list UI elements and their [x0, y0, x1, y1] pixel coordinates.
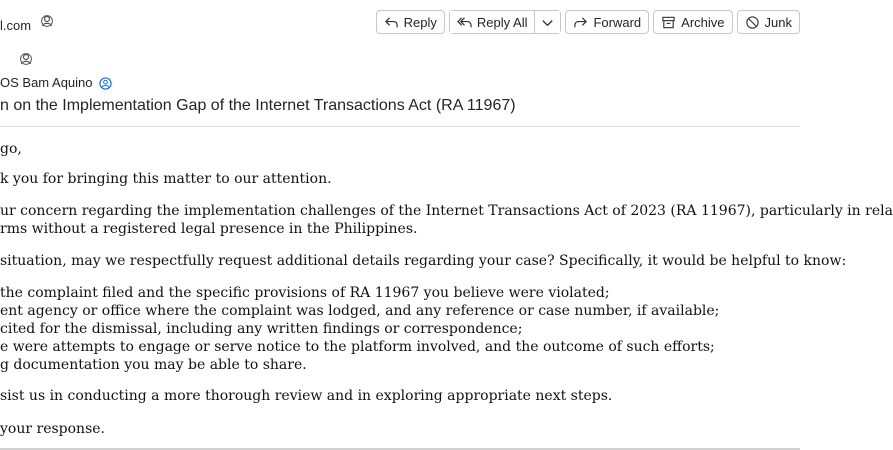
cc-name[interactable]: OS Bam Aquino	[0, 75, 93, 90]
archive-label: Archive	[681, 14, 725, 30]
list-item: the complaint filed and the specific provisions of RA 11967 you believe were violated;	[0, 285, 610, 301]
list-item: ent agency or office where the complaint was lodged, and any reference or case number, if available;	[0, 303, 720, 319]
forward-label: Forward	[593, 14, 642, 30]
list-item: g documentation you may be able to share.	[0, 357, 307, 373]
list-item: cited for the dismissal, including any written findings or correspondence;	[0, 321, 523, 337]
junk-label: Junk	[764, 14, 792, 30]
reply-label: Reply	[403, 14, 437, 30]
body-paragraph-3: situation, may we respectfully request additional details regarding your case? Specifically, it would be helpful to know:	[0, 253, 847, 269]
body-paragraph-1: k you for bringing this matter to our attention.	[0, 171, 332, 187]
reply-all-label: Reply All	[476, 14, 528, 30]
body-paragraph-2-line-1: ur concern regarding the implementation challenges of the Internet Transactions Act of 2023 (RA 11967), particularly in rela	[0, 203, 893, 219]
body-paragraph-4: sist us in conducting a more thorough review and in exploring appropriate next steps.	[0, 388, 613, 404]
sender-email[interactable]: l.com	[0, 18, 32, 33]
message-subject: n on the Implementation Gap of the Internet Transactions Act (RA 11967)	[0, 97, 516, 114]
closing: your response.	[0, 421, 105, 437]
list-item: e were attempts to engage or serve notice to the platform involved, and the outcome of such efforts;	[0, 339, 715, 355]
greeting: go,	[0, 141, 22, 157]
body-paragraph-2-line-2: rms without a registered legal presence in the Philippines.	[0, 221, 418, 237]
